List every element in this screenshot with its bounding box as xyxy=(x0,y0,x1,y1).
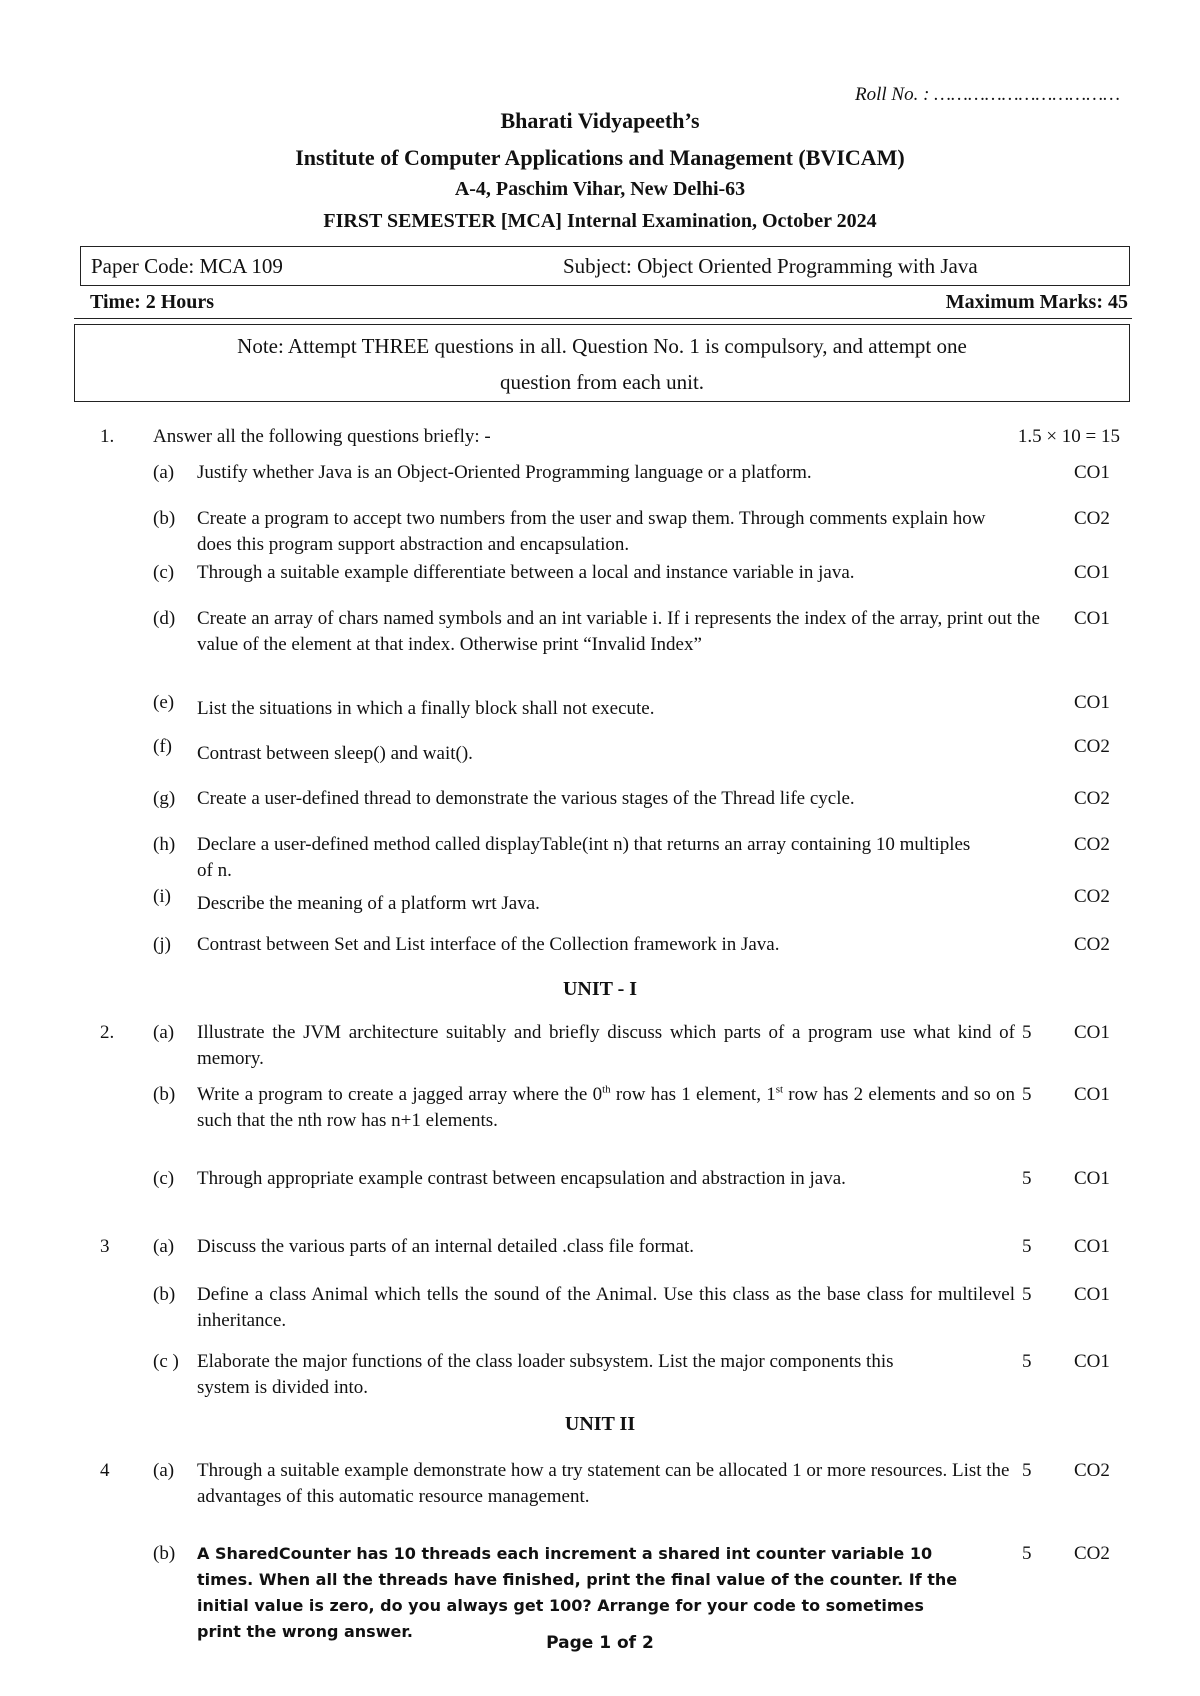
instructions-note xyxy=(74,324,1130,402)
course-outcome: CO1 xyxy=(1074,1236,1110,1257)
course-outcome: CO2 xyxy=(1074,788,1110,809)
unit-2-heading: UNIT II xyxy=(564,1413,636,1435)
course-outcome: CO1 xyxy=(1074,562,1110,583)
part-label: (a) xyxy=(153,462,175,483)
course-outcome: CO2 xyxy=(1074,508,1110,529)
part-label: (b) xyxy=(153,508,176,529)
part-text: Describe the meaning of a platform wrt Java. xyxy=(197,893,540,914)
course-outcome: CO2 xyxy=(1074,1460,1110,1481)
part-marks: 5 xyxy=(1022,1022,1032,1043)
part-label: (c) xyxy=(153,1168,175,1189)
course-outcome: CO1 xyxy=(1074,1022,1110,1043)
part-label: (j) xyxy=(153,934,171,955)
roll-number-label: Roll No. : xyxy=(854,84,930,105)
part-text: Justify whether Java is an Object-Oriented Programming language or a platform. xyxy=(197,462,812,483)
part-text: Discuss the various parts of an internal detailed .class file format. xyxy=(197,1236,695,1257)
part-marks: 5 xyxy=(1022,1084,1032,1105)
part-marks: 5 xyxy=(1022,1543,1032,1564)
institution-name: Bharati Vidyapeeth’s xyxy=(500,108,700,133)
note-line-2: question from each unit. xyxy=(499,370,705,394)
course-outcome: CO1 xyxy=(1074,1351,1110,1372)
part-label: (a) xyxy=(153,1236,175,1257)
text-segment: Write a program to create a jagged array where the 0 xyxy=(197,1084,603,1105)
question-number: 2. xyxy=(100,1022,115,1043)
part-marks: 5 xyxy=(1022,1236,1032,1257)
part-text: A SharedCounter has 10 threads each increment a shared int counter variable 10 times. When all the threads have finished, print the final value of the counter. If the initial value is zero, do you always get 100? Arrange for your code to sometimes print the wrong answer. xyxy=(197,1544,958,1641)
part-label: (d) xyxy=(153,608,176,629)
paper-code-box xyxy=(80,246,1130,286)
question-number: 3 xyxy=(100,1236,110,1257)
course-outcome: CO1 xyxy=(1074,462,1110,483)
part-label: (c) xyxy=(153,562,175,583)
question-number: 4 xyxy=(100,1460,110,1481)
question-number: 1. xyxy=(100,426,115,447)
superscript: st xyxy=(775,1083,784,1096)
part-label: (c ) xyxy=(153,1351,179,1372)
part-text: Illustrate the JVM architecture suitably and briefly discuss which parts of a program use what kind of memory. xyxy=(197,1022,1015,1069)
maximum-marks: Maximum Marks: 45 xyxy=(945,291,1128,313)
question-text: Answer all the following questions briefly: - xyxy=(153,426,491,447)
page-number: Page 1 of 2 xyxy=(546,1633,654,1653)
course-outcome: CO2 xyxy=(1074,934,1110,955)
part-text: Create a program to accept two numbers from the user and swap them. Through comments explain how does this program support abstraction and encapsulation. xyxy=(197,508,986,555)
question-marks: 1.5 × 10 = 15 xyxy=(1017,426,1120,447)
part-label: (a) xyxy=(153,1460,175,1481)
course-outcome: CO1 xyxy=(1074,1168,1110,1189)
part-text: Contrast between Set and List interface of the Collection framework in Java. xyxy=(197,934,780,955)
course-outcome: CO2 xyxy=(1074,834,1110,855)
course-outcome: CO1 xyxy=(1074,1084,1110,1105)
course-outcome: CO1 xyxy=(1074,692,1110,713)
paper-subject: Subject: Object Oriented Programming with Java xyxy=(563,254,978,278)
course-outcome: CO2 xyxy=(1074,886,1110,907)
part-text: Through appropriate example contrast between encapsulation and abstraction in java. xyxy=(197,1168,846,1189)
part-label: (b) xyxy=(153,1543,176,1564)
course-outcome: CO1 xyxy=(1074,1284,1110,1305)
institute-full-name: Institute of Computer Applications and Management (BVICAM) xyxy=(295,145,905,170)
part-label: (b) xyxy=(153,1084,176,1105)
part-text: Create an array of chars named symbols and an int variable i. If i represents the index of the array, print out the value of the element at that index. Otherwise print “Invalid Index” xyxy=(197,608,1040,655)
course-outcome: CO2 xyxy=(1074,736,1110,757)
part-text: Through a suitable example differentiate between a local and instance variable in java. xyxy=(197,562,855,583)
part-text: Through a suitable example demonstrate how a try statement can be allocated 1 or more resources. List the advantages of this automatic resource management. xyxy=(197,1460,1010,1507)
roll-number-line xyxy=(855,84,1120,106)
text-segment: row has 1 element, 1 xyxy=(610,1084,776,1105)
course-outcome: CO2 xyxy=(1074,1543,1110,1564)
part-label: (h) xyxy=(153,834,176,855)
part-text: Declare a user-defined method called displayTable(int n) that returns an array containing 10 multiples of n. xyxy=(197,834,971,881)
text-segment: row has 2 elements and so on such that the nth row has n+1 elements. xyxy=(197,1084,1016,1131)
divider xyxy=(74,318,1132,319)
part-text: Elaborate the major functions of the class loader subsystem. List the major components this system is divided into. xyxy=(197,1351,894,1398)
part-marks: 5 xyxy=(1022,1168,1032,1189)
course-outcome: CO1 xyxy=(1074,608,1110,629)
paper-code: Paper Code: MCA 109 xyxy=(91,254,283,278)
part-label: (f) xyxy=(153,736,172,757)
part-text: Contrast between sleep() and wait(). xyxy=(197,743,473,764)
institute-address: A-4, Paschim Vihar, New Delhi-63 xyxy=(454,178,746,200)
part-text xyxy=(197,1082,1015,1134)
part-label: (b) xyxy=(153,1284,176,1305)
part-text: Define a class Animal which tells the sound of the Animal. Use this class as the base class for multilevel inheritance. xyxy=(197,1284,1015,1331)
roll-number-dots: …………………………… xyxy=(934,84,1120,105)
part-label: (i) xyxy=(153,886,171,907)
part-marks: 5 xyxy=(1022,1284,1032,1305)
part-label: (a) xyxy=(153,1022,175,1043)
superscript: th xyxy=(602,1083,611,1096)
part-label: (e) xyxy=(153,692,175,713)
exam-time: Time: 2 Hours xyxy=(90,291,215,313)
part-text: Create a user-defined thread to demonstrate the various stages of the Thread life cycle. xyxy=(197,788,855,809)
unit-1-heading: UNIT - I xyxy=(562,978,638,1000)
part-text: List the situations in which a finally block shall not execute. xyxy=(197,698,655,719)
exam-title: FIRST SEMESTER [MCA] Internal Examination, October 2024 xyxy=(323,210,877,232)
part-label: (g) xyxy=(153,788,176,809)
part-marks: 5 xyxy=(1022,1460,1032,1481)
part-marks: 5 xyxy=(1022,1351,1032,1372)
note-line-1: Note: Attempt THREE questions in all. Question No. 1 is compulsory, and attempt one xyxy=(237,334,967,358)
